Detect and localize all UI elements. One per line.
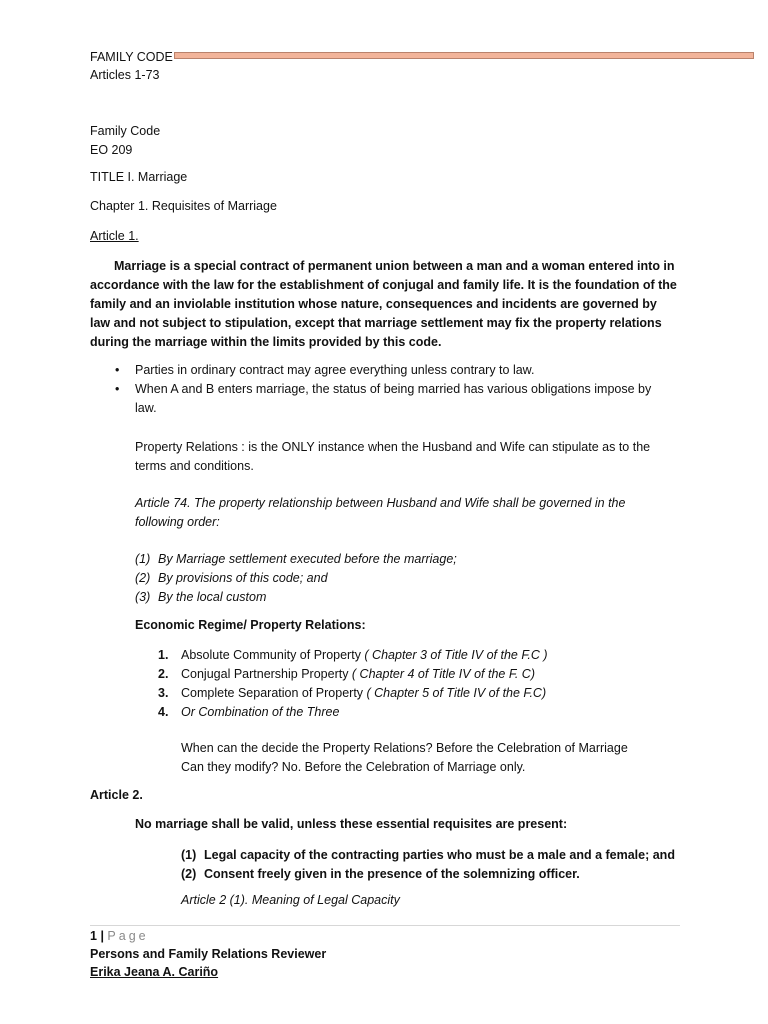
list-item: (2) By provisions of this code; and — [135, 571, 328, 585]
code-name: Family Code — [90, 124, 161, 138]
author-name: Erika Jeana A. Cariño — [90, 965, 219, 979]
header-subtitle: Articles 1-73 — [90, 68, 160, 82]
footer — [90, 927, 326, 981]
list-item: 4. Or Combination of the Three — [158, 705, 340, 719]
list-item: • Parties in ordinary contract may agree everything unless contrary to law. — [113, 361, 673, 380]
page-indicator — [90, 927, 326, 945]
bullet-icon: • — [115, 382, 120, 396]
article-2-heading: Article 2. — [90, 788, 143, 802]
list-item: (1) Legal capacity of the contracting parties who must be a male and a female; and — [181, 848, 675, 862]
article-1-bullets — [113, 361, 673, 418]
article-74-text: Article 74. The property relationship between Husband and Wife shall be governed in the following order: — [135, 496, 626, 529]
qa-block — [181, 739, 681, 777]
page-separator: | — [100, 929, 104, 943]
economic-regime-heading: Economic Regime/ Property Relations: — [135, 618, 366, 632]
list-item: 1. Absolute Community of Property ( Chapter 3 of Title IV of the F.C ) — [158, 648, 548, 662]
qa-line-2: Can they modify? No. Before the Celebration of Marriage only. — [181, 760, 526, 774]
article-1-heading: Article 1. — [90, 229, 139, 243]
header-rule-bar — [174, 52, 754, 59]
requisites-list — [181, 846, 681, 884]
footer-divider — [90, 925, 680, 926]
qa-line-1: When can the decide the Property Relations? Before the Celebration of Marriage — [181, 741, 628, 755]
list-item: (3) By the local custom — [135, 590, 267, 604]
regime-list — [158, 646, 678, 722]
list-item: 3. Complete Separation of Property ( Chapter 5 of Title IV of the F.C) — [158, 686, 547, 700]
document-title: Persons and Family Relations Reviewer — [90, 947, 327, 961]
bullet-icon: • — [115, 363, 120, 377]
list-item: 2. Conjugal Partnership Property ( Chapter 4 of Title IV of the F. C) — [158, 667, 535, 681]
page-label: Page — [107, 929, 149, 943]
list-item: • When A and B enters marriage, the status of being married has various obligations impose by law. — [115, 382, 652, 415]
running-header — [90, 48, 173, 84]
article-1-body: Marriage is a special contract of permanent union between a man and a woman entered into in accordance with the law for the establishment of conjugal and family life. It is the foundation of the family and an inviolable institution whose nature, consequences and incidents are governed by law and not subject to stipulation, except that marriage settlement may fix the property relations during the marriage within the limits provided by this code. — [90, 259, 677, 349]
page-number: 1 — [90, 929, 97, 943]
intro-block — [90, 122, 160, 160]
governing-order-list — [135, 550, 670, 607]
eo-number: EO 209 — [90, 143, 133, 157]
list-item: (2) Consent freely given in the presence of the solemnizing officer. — [181, 867, 580, 881]
property-relations-note: Property Relations : is the ONLY instance when the Husband and Wife can stipulate as to the terms and conditions. — [135, 440, 651, 473]
list-item: (1) By Marriage settlement executed before the marriage; — [135, 552, 457, 566]
header-title: FAMILY CODE — [90, 50, 173, 64]
article-2-note: Article 2 (1). Meaning of Legal Capacity — [181, 893, 400, 907]
title-heading: TITLE I. Marriage — [90, 170, 188, 184]
article-2-intro: No marriage shall be valid, unless these essential requisites are present: — [135, 817, 568, 831]
chapter-heading: Chapter 1. Requisites of Marriage — [90, 199, 277, 213]
